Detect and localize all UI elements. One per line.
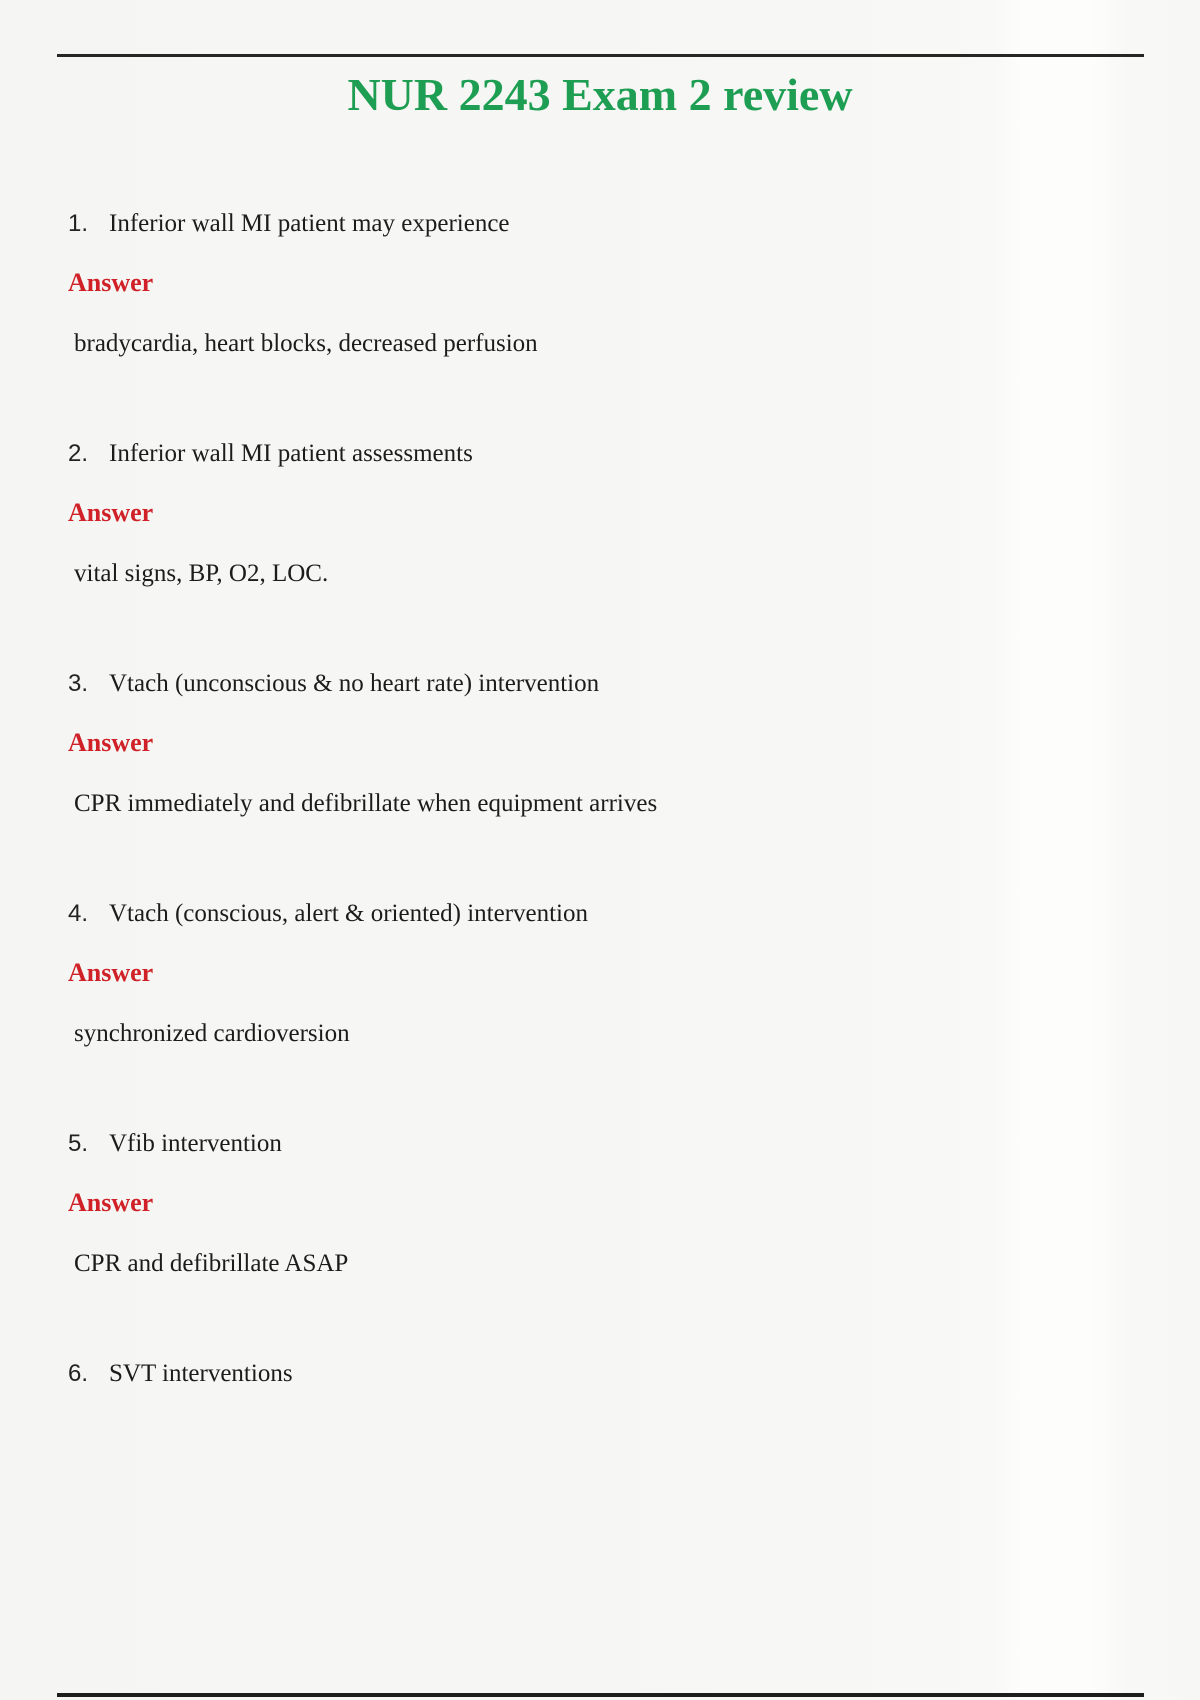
question-text: Vtach (unconscious & no heart rate) intervention [109,670,600,697]
question-number: 2. [68,440,89,467]
top-divider [57,54,1144,57]
question-text: Vtach (conscious, alert & oriented) intervention [109,900,589,927]
question-row [68,668,1140,700]
question-text: Inferior wall MI patient may experience [109,210,510,237]
question-row [68,438,1140,470]
answer-text: vital signs, BP, O2, LOC. [74,560,329,587]
question-number: 4. [68,900,89,927]
answer-text: bradycardia, heart blocks, decreased perfusion [74,330,538,357]
answer-text: CPR and defibrillate ASAP [74,1250,349,1277]
qa-list [68,208,1140,1390]
question-text: Vfib intervention [109,1130,282,1157]
answer-label: Answer [68,728,154,757]
question-row [68,898,1140,930]
answer-label: Answer [68,498,154,527]
question-row [68,1128,1140,1160]
question-text: Inferior wall MI patient assessments [109,440,473,467]
qa-item-4 [68,898,1140,1050]
question-row [68,208,1140,240]
qa-item-2 [68,438,1140,590]
question-number: 5. [68,1130,89,1157]
answer-label: Answer [68,1188,154,1217]
page-title: NUR 2243 Exam 2 review [347,69,853,120]
answer-text: synchronized cardioversion [74,1020,350,1047]
answer-label: Answer [68,958,154,987]
bottom-divider [57,1693,1144,1697]
answer-text: CPR immediately and defibrillate when equipment arrives [74,790,658,817]
question-text: SVT interventions [109,1360,293,1387]
answer-label: Answer [68,268,154,297]
qa-item-6 [68,1358,1140,1390]
question-number: 3. [68,670,89,697]
qa-item-5 [68,1128,1140,1280]
question-number: 6. [68,1360,89,1387]
question-row [68,1358,1140,1390]
qa-item-3 [68,668,1140,820]
qa-item-1 [68,208,1140,360]
question-number: 1. [68,210,89,237]
